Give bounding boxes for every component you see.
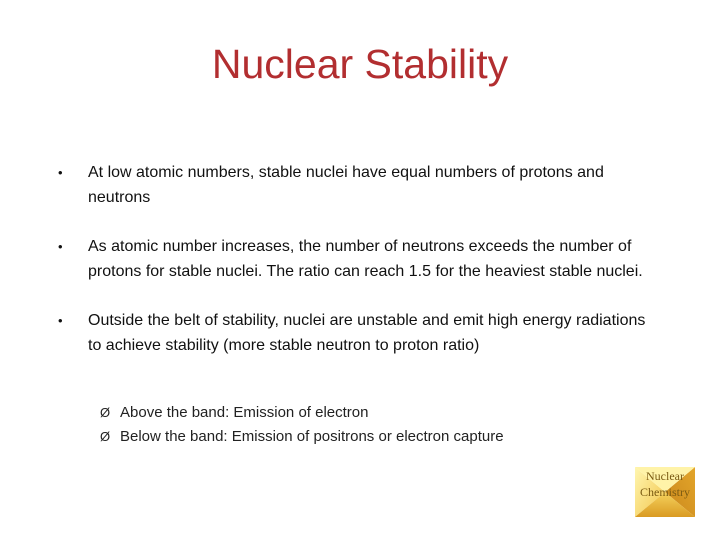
badge-label-line2: Chemistry bbox=[640, 485, 690, 499]
sub-bullet-list bbox=[100, 401, 660, 449]
sub-bullet-item bbox=[100, 401, 660, 425]
arrow-bullet-icon: Ø bbox=[100, 405, 111, 420]
arrow-bullet-icon: Ø bbox=[100, 429, 111, 444]
bullet-item bbox=[56, 160, 656, 210]
bullet-dot-icon: • bbox=[58, 313, 63, 328]
slide-title: Nuclear Stability bbox=[211, 41, 509, 87]
sub-bullet-item bbox=[100, 425, 660, 449]
bullet-item bbox=[56, 308, 656, 358]
bullet-dot-icon: • bbox=[58, 165, 63, 180]
sub-bullet-text: Above the band: Emission of electron bbox=[120, 404, 369, 421]
sub-bullet-text: Below the band: Emission of positrons or electron capture bbox=[120, 428, 504, 445]
bullet-dot-icon: • bbox=[58, 239, 63, 254]
bullet-item bbox=[56, 234, 656, 284]
nuclear-chemistry-badge[interactable] bbox=[630, 462, 700, 522]
bullet-text: As atomic number increases, the number of neutrons exceeds the number of protons for stable nuclei. The ratio can reach 1.5 for the heaviest stable nuclei. bbox=[88, 238, 643, 280]
badge-label bbox=[630, 468, 700, 500]
bullet-list bbox=[56, 160, 656, 382]
bullet-text: Outside the belt of stability, nuclei are unstable and emit high energy radiations to achieve stability (more stable neutron to proton ratio) bbox=[88, 312, 646, 354]
bullet-text: At low atomic numbers, stable nuclei have equal numbers of protons and neutrons bbox=[88, 164, 604, 206]
badge-label-line1: Nuclear bbox=[646, 469, 684, 483]
